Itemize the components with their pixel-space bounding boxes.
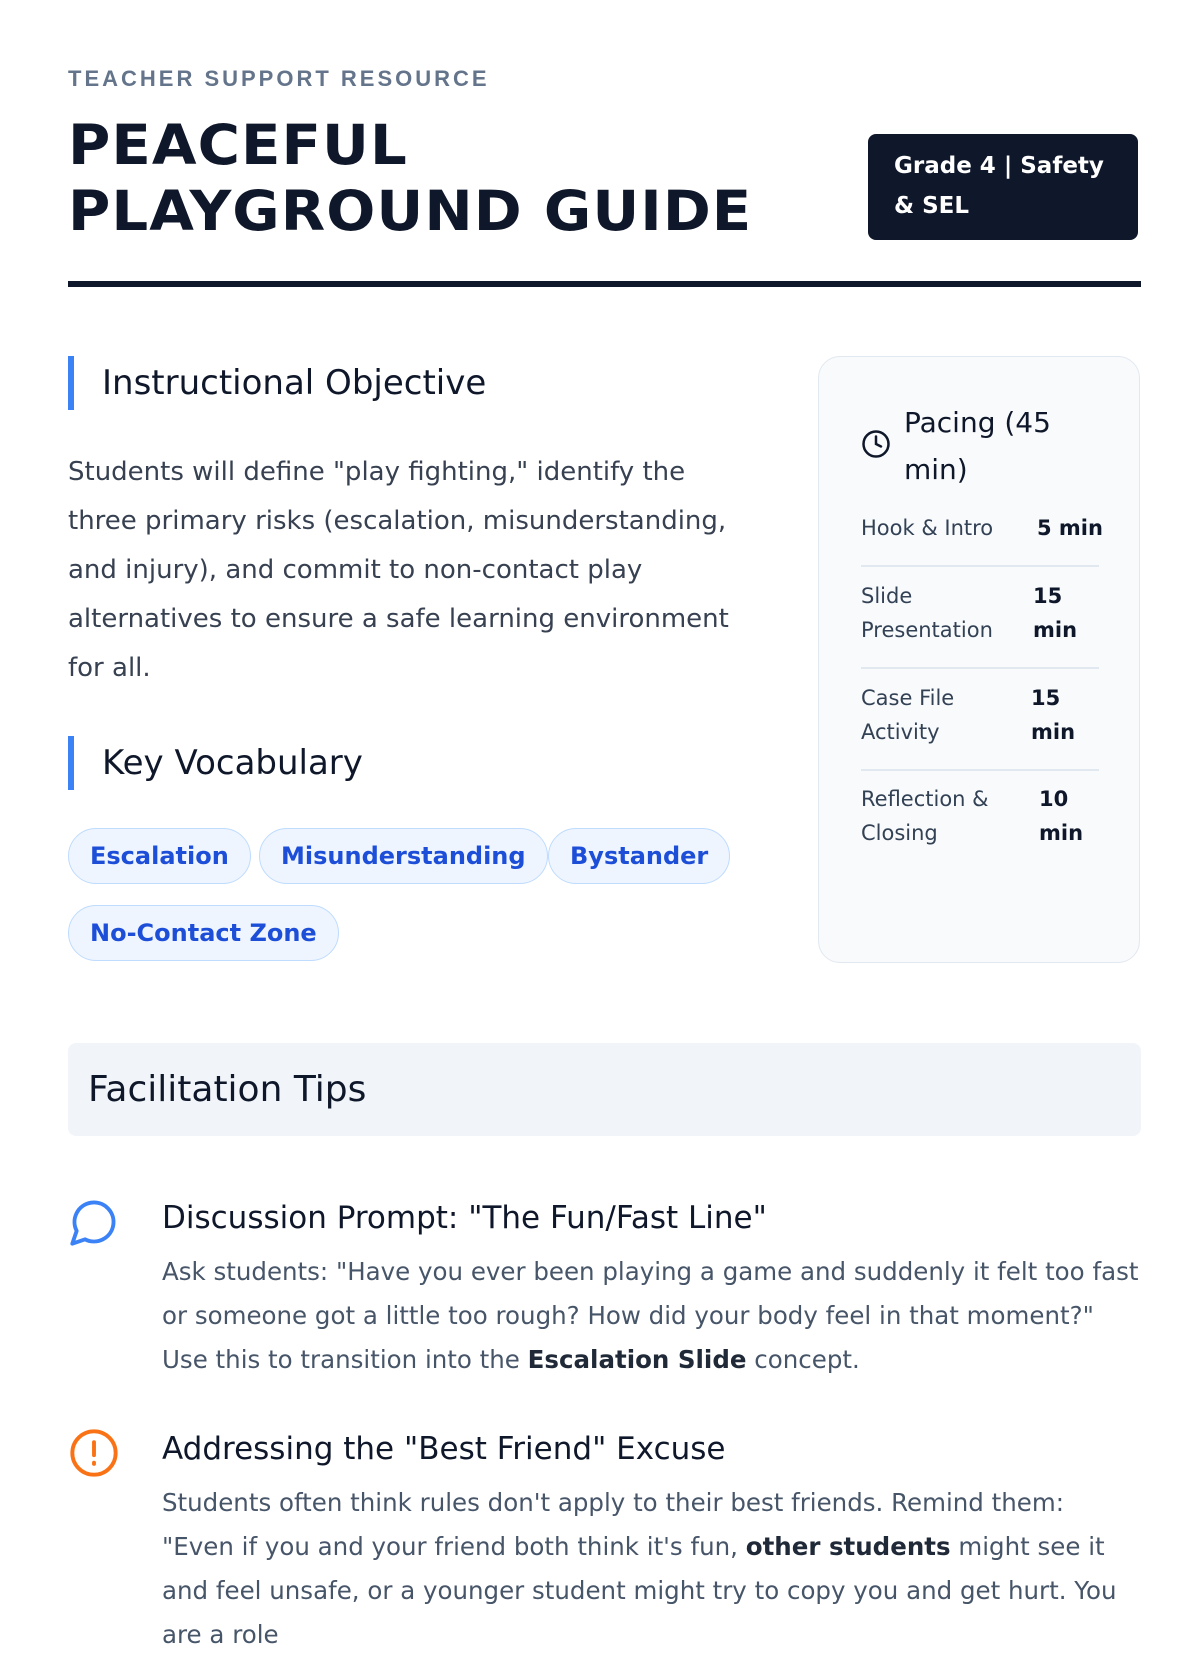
pacing-row-value: 15 min <box>1033 584 1078 642</box>
pacing-row-label: Reflection & Closing <box>861 787 989 845</box>
facilitation-tips-banner <box>68 1043 1141 1136</box>
vocab-pill-misunderstanding: Misunderstanding <box>259 828 548 884</box>
vocab-pill-bystander: Bystander <box>548 828 730 884</box>
pacing-card <box>818 356 1140 963</box>
clock-icon <box>861 429 891 459</box>
page-header <box>68 66 1141 243</box>
pacing-row <box>861 782 1099 872</box>
chat-bubble-icon <box>68 1196 120 1248</box>
tip-title: Addressing the "Best Friend" Excuse <box>162 1431 726 1467</box>
vocab-pill-no-contact-zone: No-Contact Zone <box>68 905 339 961</box>
vocab-pill-escalation: Escalation <box>68 828 251 884</box>
header-divider <box>68 281 1141 287</box>
grade-badge: Grade 4 | Safety & SEL <box>868 134 1138 240</box>
objective-text: Students will define "play fighting," identify the three primary risks (escalation, misunderstanding, and injury), and commit to non-contact play alternatives to ensure a safe learning environment for all. <box>68 457 729 683</box>
page-title: PEACEFUL PLAYGROUND GUIDE <box>68 113 753 243</box>
tip-emphasis: other students <box>745 1532 951 1561</box>
pacing-row <box>861 511 1103 567</box>
alert-circle-icon <box>68 1427 120 1479</box>
objective-heading: Instructional Objective <box>68 356 486 410</box>
vocabulary-heading: Key Vocabulary <box>68 736 363 790</box>
tip-body: Ask students: "Have you ever been playing a game and suddenly it felt too fast or someone got a little too rough? How did your body feel in that moment?" Use this to transition into the Escalation Slide concept. <box>162 1257 1139 1374</box>
pacing-row <box>861 579 1099 669</box>
facilitation-tips-heading: Facilitation Tips <box>88 1069 367 1110</box>
pacing-title: Pacing (45 min) <box>904 406 1051 486</box>
pacing-row-value: 5 min <box>1037 516 1103 540</box>
pacing-row-value: 10 min <box>1039 787 1084 845</box>
pacing-row-label: Slide Presentation <box>861 584 993 642</box>
pacing-row-label: Case File Activity <box>861 686 955 744</box>
tip-emphasis: Escalation Slide <box>527 1345 747 1374</box>
tip-title: Discussion Prompt: "The Fun/Fast Line" <box>162 1200 767 1236</box>
resource-eyebrow: TEACHER SUPPORT RESOURCE <box>68 66 490 91</box>
pacing-row-label: Hook & Intro <box>861 516 994 540</box>
tip-body: Students often think rules don't apply to their best friends. Remind them: "Even if you and your friend both think it's fun, other students might see it and feel unsafe, or a younger student might try to copy you and get hurt. You are a role <box>162 1488 1117 1649</box>
pacing-row-value: 15 min <box>1031 686 1076 744</box>
pacing-row <box>861 681 1099 771</box>
